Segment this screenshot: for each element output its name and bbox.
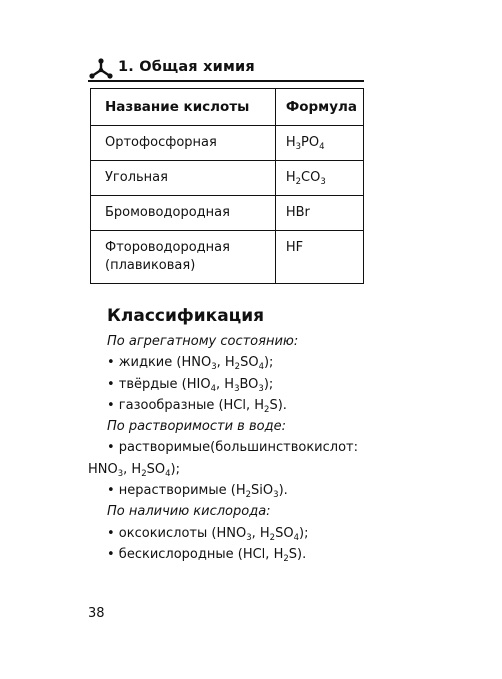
- text-run: • растворимые: [107, 440, 211, 456]
- text-run: , H: [216, 376, 235, 392]
- text-run: , H: [251, 525, 270, 541]
- text-run: • жидкие (HNO: [107, 355, 212, 371]
- classification-text: [88, 331, 358, 565]
- subheading: [88, 331, 358, 352]
- text-run: );: [263, 355, 274, 371]
- text-run: SiO: [251, 483, 274, 499]
- acid-name-cell: [91, 231, 276, 284]
- text-run: S).: [288, 546, 307, 562]
- text-run: кислот:: [306, 440, 358, 456]
- text-run: По растворимости в воде:: [107, 419, 286, 435]
- table-row: [91, 161, 364, 196]
- subscript: 3: [273, 490, 279, 501]
- column-header-acid-name: Название кислоты: [91, 89, 276, 126]
- list-item: [88, 480, 358, 501]
- subscript: 3: [258, 383, 264, 394]
- text-run: SO: [275, 525, 294, 541]
- text-run: BO: [239, 376, 259, 392]
- subscript: 3: [295, 142, 302, 152]
- text-run: , H: [216, 355, 235, 371]
- list-item: [88, 437, 358, 458]
- list-item: [88, 395, 358, 416]
- text-run: (большинство: [210, 440, 307, 456]
- text-run: • газообразные (HCl, H: [107, 397, 265, 413]
- formula-cell: [275, 161, 363, 196]
- text-run: • бескислородные (HCl, H: [107, 546, 284, 562]
- list-item: [88, 544, 358, 565]
- subscript: 4: [165, 468, 171, 479]
- formula-cell: [275, 196, 363, 231]
- text-run: • оксокислоты (HNO: [107, 525, 247, 541]
- list-item: [88, 523, 358, 544]
- page-header: [88, 58, 364, 80]
- acid-name: (плавиковая): [105, 258, 196, 273]
- chapter-title: 1. Общая химия: [118, 59, 255, 75]
- subscript: 2: [141, 468, 147, 479]
- text-run: );: [170, 461, 180, 477]
- section-title: Классификация: [107, 306, 265, 326]
- text-run: SO: [146, 461, 166, 477]
- subscript: 4: [210, 383, 217, 394]
- subscript: 3: [211, 362, 217, 373]
- acid-name-cell: [91, 161, 276, 196]
- header-divider: [88, 80, 364, 82]
- text-run: , H: [123, 461, 142, 477]
- text-run: S).: [269, 397, 287, 413]
- subheading: [88, 501, 358, 522]
- acids-table: [90, 88, 364, 284]
- table-header-row: [91, 89, 364, 126]
- text-run: HF: [285, 240, 304, 255]
- text-run: CO: [301, 170, 321, 185]
- text-run: H: [285, 170, 296, 185]
- formula-cell: [275, 126, 363, 161]
- subscript: 2: [245, 490, 252, 501]
- page-number: 38: [88, 606, 105, 621]
- subscript: 2: [269, 532, 276, 543]
- list-item: [88, 352, 358, 373]
- text-run: PO: [301, 135, 320, 150]
- text-run: ).: [278, 483, 288, 499]
- subscript: 4: [293, 532, 299, 543]
- text-run: H: [285, 135, 296, 150]
- column-header-formula: Формула: [275, 89, 363, 126]
- acid-name-cell: [91, 196, 276, 231]
- subscript: 3: [246, 532, 252, 543]
- subscript: 3: [234, 383, 240, 394]
- text-run: );: [263, 376, 274, 392]
- subscript: 4: [258, 362, 264, 373]
- text-run: SO: [240, 355, 259, 371]
- subscript: 3: [320, 177, 326, 187]
- text-run: • твёрдые (HIO: [107, 376, 211, 392]
- acid-name-cell: [91, 126, 276, 161]
- acid-name: Ортофосфорная: [105, 135, 217, 150]
- subscript: 2: [295, 177, 302, 187]
- table-row: [91, 126, 364, 161]
- subscript: 2: [234, 362, 241, 373]
- text-run: • нерастворимые (H: [107, 483, 246, 499]
- acid-name: Угольная: [105, 170, 168, 185]
- subscript: 2: [283, 553, 289, 564]
- subheading: [88, 416, 358, 437]
- acid-name: Фтороводородная: [105, 240, 230, 255]
- acid-name: Бромоводородная: [105, 205, 230, 220]
- list-item: [88, 374, 358, 395]
- text-run: HBr: [285, 205, 310, 220]
- subscript: 2: [264, 404, 270, 415]
- text-run: );: [299, 525, 309, 541]
- table-row: [91, 196, 364, 231]
- text-run: HNO: [88, 461, 118, 477]
- list-item-continuation: [88, 459, 358, 480]
- subscript: 4: [319, 142, 325, 152]
- text-run: По агрегатному состоянию:: [107, 334, 299, 349]
- subscript: 3: [117, 468, 124, 479]
- text-run: По наличию кислорода:: [107, 504, 271, 520]
- formula-cell: [275, 231, 363, 284]
- molecule-icon: [88, 58, 114, 80]
- table-row: [91, 231, 364, 284]
